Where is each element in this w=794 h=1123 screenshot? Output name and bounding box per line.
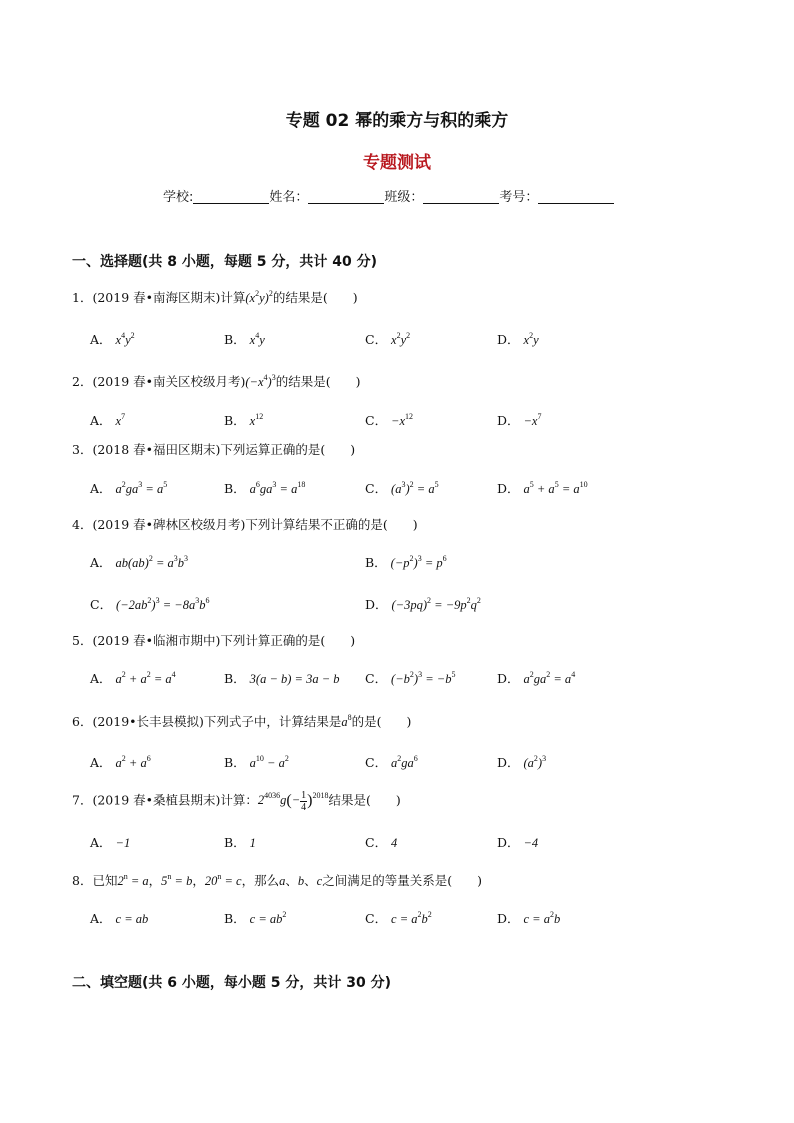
question-4: 4．(2019 春•碑林区校级月考)下列计算结果不正确的是( ) <box>72 517 418 532</box>
question-6: 6．(2019•长丰县模拟)下列式子中，计算结果是$a^8$的是( ) <box>72 713 412 729</box>
q6-option-c[interactable]: C． $a^2ga^6$ <box>365 754 418 770</box>
school-blank[interactable] <box>193 189 269 204</box>
q5-option-d[interactable]: D． $a^2ga^2 = a^4$ <box>497 670 576 686</box>
q6-option-d[interactable]: D． $(a^2)^3$ <box>497 754 547 770</box>
q2-option-a[interactable]: A． $x^7$ <box>90 412 126 428</box>
q3-option-d[interactable]: D． $a^5 + a^5 = a^{10}$ <box>497 480 588 496</box>
school-label: 学校: <box>163 190 194 205</box>
q7-option-d[interactable]: D． −4 <box>497 835 539 850</box>
q4-option-c[interactable]: C． $(-2ab^2)^3 = -8a^3b^6$ <box>90 596 210 612</box>
q5-option-c[interactable]: C． $(-b^2)^3 = -b^5$ <box>365 670 456 686</box>
student-info-line <box>163 186 614 205</box>
q6-option-b[interactable]: B． $a^{10} - a^2$ <box>224 754 289 770</box>
q5-option-a[interactable]: A． $a^2 + a^2 = a^4$ <box>90 670 176 686</box>
question-3: 3．(2018 春•福田区期末)下列运算正确的是( ) <box>72 442 356 457</box>
section-heading-choice: 一、选择题(共 8 小题，每题 5 分，共计 40 分) <box>72 254 378 270</box>
q8-option-a[interactable]: A． c = ab <box>90 911 149 926</box>
question-8: 8．已知$2^n = a$，$5^n = b$，$20^n = c$，那么a、b、c之间满足的等量关系是( ) <box>72 872 482 888</box>
q1-option-a[interactable]: A． $x^4y^2$ <box>90 331 135 347</box>
q7-expression: $2^{4036}g(-$ $\frac{1}{4}$ )$^{2018}$ <box>257 790 329 813</box>
q4-option-d[interactable]: D． $(-3pq)^2 = -9p^2q^2$ <box>365 596 481 612</box>
q1-option-c[interactable]: C． $x^2y^2$ <box>365 331 411 347</box>
question-7: 7．(2019 春•桑植县期末)计算：$2^{4036}g(-$ $\frac{1}{4}$ )$^{2018}$结果是( ) <box>72 790 401 813</box>
page-title: 专题 02 幂的乘方与积的乘方 <box>285 111 509 131</box>
question-5: 5．(2019 春•临湘市期中)下列计算正确的是( ) <box>72 633 356 648</box>
number-label: 考号： <box>499 190 539 205</box>
q2-option-d[interactable]: D． $-x^7$ <box>497 412 542 428</box>
q7-option-b[interactable]: B． 1 <box>224 835 256 850</box>
q8-option-b[interactable]: B． $c = ab^2$ <box>224 910 287 926</box>
q4-option-b[interactable]: B． $(-p^2)^3 = p^6$ <box>365 554 447 570</box>
q1-option-d[interactable]: D． $x^2y$ <box>497 331 539 347</box>
q7-option-a[interactable]: A． −1 <box>90 835 131 850</box>
q7-option-c[interactable]: C． 4 <box>365 835 398 850</box>
q6-option-a[interactable]: A． $a^2 + a^6$ <box>90 754 151 770</box>
question-1: 1．(2019 春•南海区期末)计算$(x^2y)^2$的结果是( ) <box>72 289 358 305</box>
q2-expression: $(-x^4)^3$ <box>245 373 276 389</box>
q3-option-b[interactable]: B． $a^6ga^3 = a^{18}$ <box>224 480 306 496</box>
question-2: 2．(2019 春•南关区校级月考)$(-x^4)^3$的结果是( ) <box>72 373 361 389</box>
q2-option-c[interactable]: C． $-x^{12}$ <box>365 412 414 428</box>
q2-option-b[interactable]: B． $x^{12}$ <box>224 412 264 428</box>
q3-option-a[interactable]: A． $a^2ga^3 = a^5$ <box>90 480 168 496</box>
q1-option-b[interactable]: B． $x^4y$ <box>224 331 265 347</box>
q1-expression: $(x^2y)^2$ <box>245 289 273 305</box>
number-blank[interactable] <box>538 189 614 204</box>
q3-option-c[interactable]: C． $(a^3)^2 = a^5$ <box>365 480 439 496</box>
q4-option-a[interactable]: A． $ab(ab)^2 = a^3b^3$ <box>90 554 189 570</box>
page-subtitle: 专题测试 <box>363 153 431 173</box>
q8-option-d[interactable]: D． $c = a^2b$ <box>497 910 561 926</box>
q8-option-c[interactable]: C． $c = a^2b^2$ <box>365 910 432 926</box>
name-blank[interactable] <box>308 189 384 204</box>
class-blank[interactable] <box>423 189 499 204</box>
name-label: 姓名： <box>269 190 309 205</box>
q5-option-b[interactable]: B． 3(a − b) = 3a − b <box>224 671 340 686</box>
class-label: 班级： <box>384 190 424 205</box>
section-heading-fill: 二、填空题(共 6 小题，每小题 5 分，共计 30 分) <box>72 975 392 991</box>
